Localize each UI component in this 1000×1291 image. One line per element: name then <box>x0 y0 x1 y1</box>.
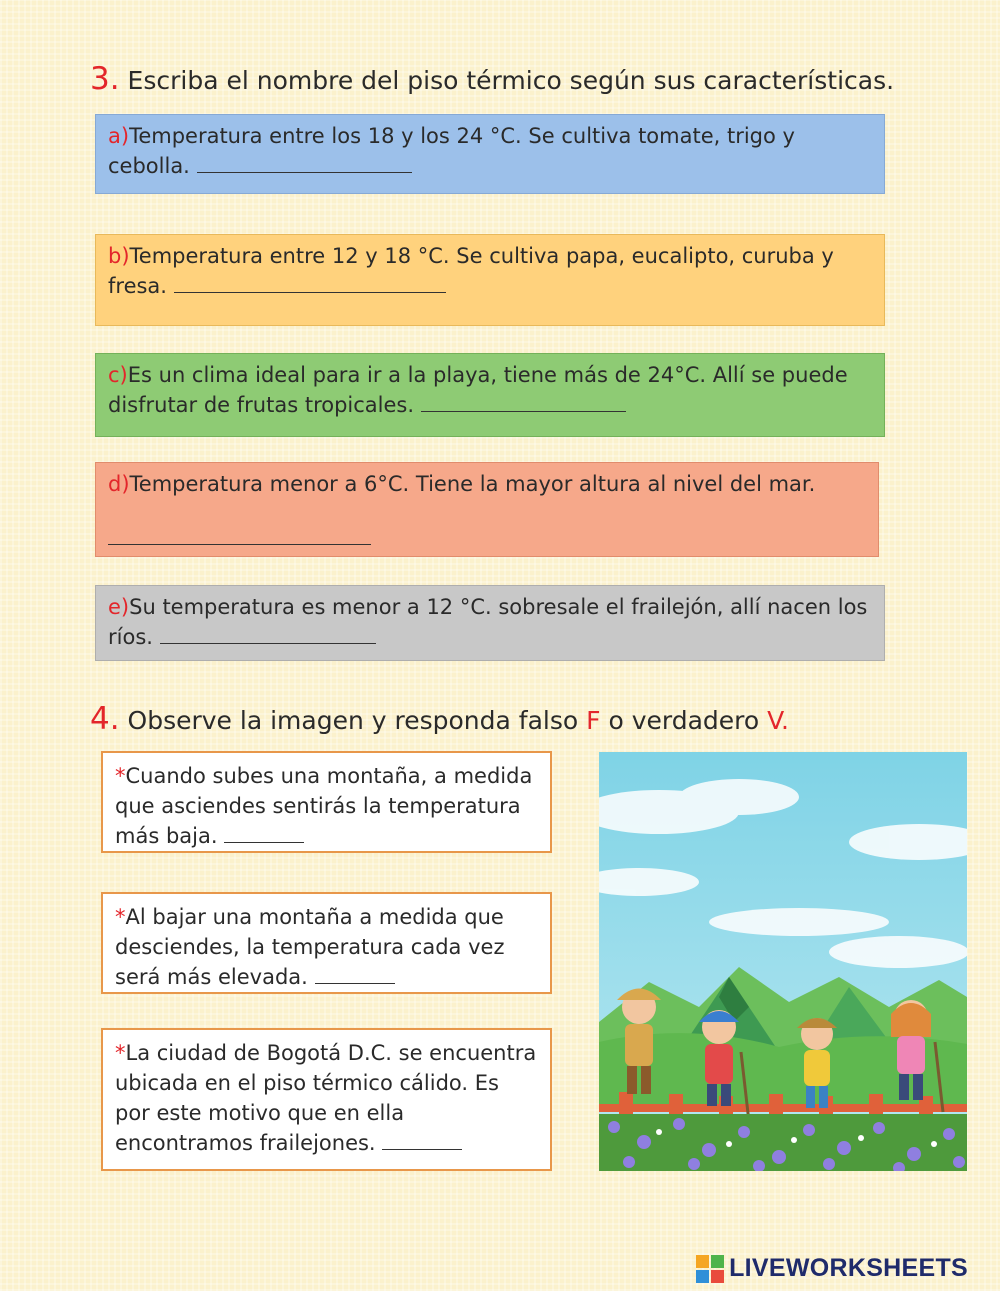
true-letter: V. <box>767 706 789 735</box>
false-letter: F <box>586 706 601 735</box>
question-b-box <box>95 234 885 326</box>
liveworksheets-brand[interactable] <box>696 1254 968 1284</box>
statement-3-text: La ciudad de Bogotá D.C. se encuentra ubicada en el piso térmico cálido. Es por este motivo que en ella encontramos frailejones. <box>115 1041 537 1155</box>
question-a-text: Temperatura entre los 18 y los 24 °C. Se cultiva tomate, trigo y cebolla. <box>108 124 795 178</box>
statement-1-star: * <box>115 764 126 788</box>
answer-blank-statement-2[interactable] <box>315 963 395 984</box>
question-e-text: Su temperatura es menor a 12 °C. sobresale el frailejón, allí nacen los ríos. <box>108 595 868 649</box>
statement-3-star: * <box>115 1041 126 1065</box>
question-b-letter: b) <box>108 244 130 268</box>
statement-2-box <box>101 892 552 994</box>
section-3-title: Escriba el nombre del piso térmico según sus características. <box>127 66 895 95</box>
answer-blank-e[interactable] <box>160 623 376 644</box>
liveworksheets-text: LIVEWORKSHEETS <box>729 1254 969 1282</box>
question-c-box <box>95 353 885 437</box>
section-3-heading <box>90 62 894 98</box>
statement-1-text: Cuando subes una montaña, a medida que asciendes sentirás la temperatura más baja. <box>115 764 533 848</box>
section-3-number: 3. <box>90 61 120 97</box>
liveworksheets-logo-icon <box>696 1255 724 1283</box>
answer-blank-a[interactable] <box>197 152 412 173</box>
question-d-letter: d) <box>108 472 130 496</box>
answer-blank-statement-3[interactable] <box>382 1129 462 1150</box>
question-c-text: Es un clima ideal para ir a la playa, tiene más de 24°C. Allí se puede disfrutar de frutas tropicales. <box>108 363 848 417</box>
statement-3-box <box>101 1028 552 1171</box>
question-a-letter: a) <box>108 124 130 148</box>
statement-1-box <box>101 751 552 853</box>
question-e-box <box>95 585 885 661</box>
statement-2-star: * <box>115 905 126 929</box>
answer-blank-b[interactable] <box>174 272 446 293</box>
question-c-letter: c) <box>108 363 128 387</box>
section-4-title-pre: Observe la imagen y responda falso <box>127 706 579 735</box>
children-hiking-mountain-image <box>599 752 967 1171</box>
flowers-icon <box>599 1114 967 1171</box>
question-e-letter: e) <box>108 595 130 619</box>
section-4-heading <box>90 702 789 738</box>
section-4-title-mid: o verdadero <box>608 706 760 735</box>
section-4-number: 4. <box>90 701 120 737</box>
answer-blank-statement-1[interactable] <box>224 822 304 843</box>
question-d-text: Temperatura menor a 6°C. Tiene la mayor altura al nivel del mar. <box>129 472 816 496</box>
question-d-box <box>95 462 879 557</box>
question-a-box <box>95 114 885 194</box>
question-b-text: Temperatura entre 12 y 18 °C. Se cultiva papa, eucalipto, curuba y fresa. <box>108 244 834 298</box>
statement-2-text: Al bajar una montaña a medida que desciendes, la temperatura cada vez será más elevada. <box>115 905 505 989</box>
answer-blank-c[interactable] <box>421 391 626 412</box>
answer-blank-d[interactable] <box>108 524 371 545</box>
